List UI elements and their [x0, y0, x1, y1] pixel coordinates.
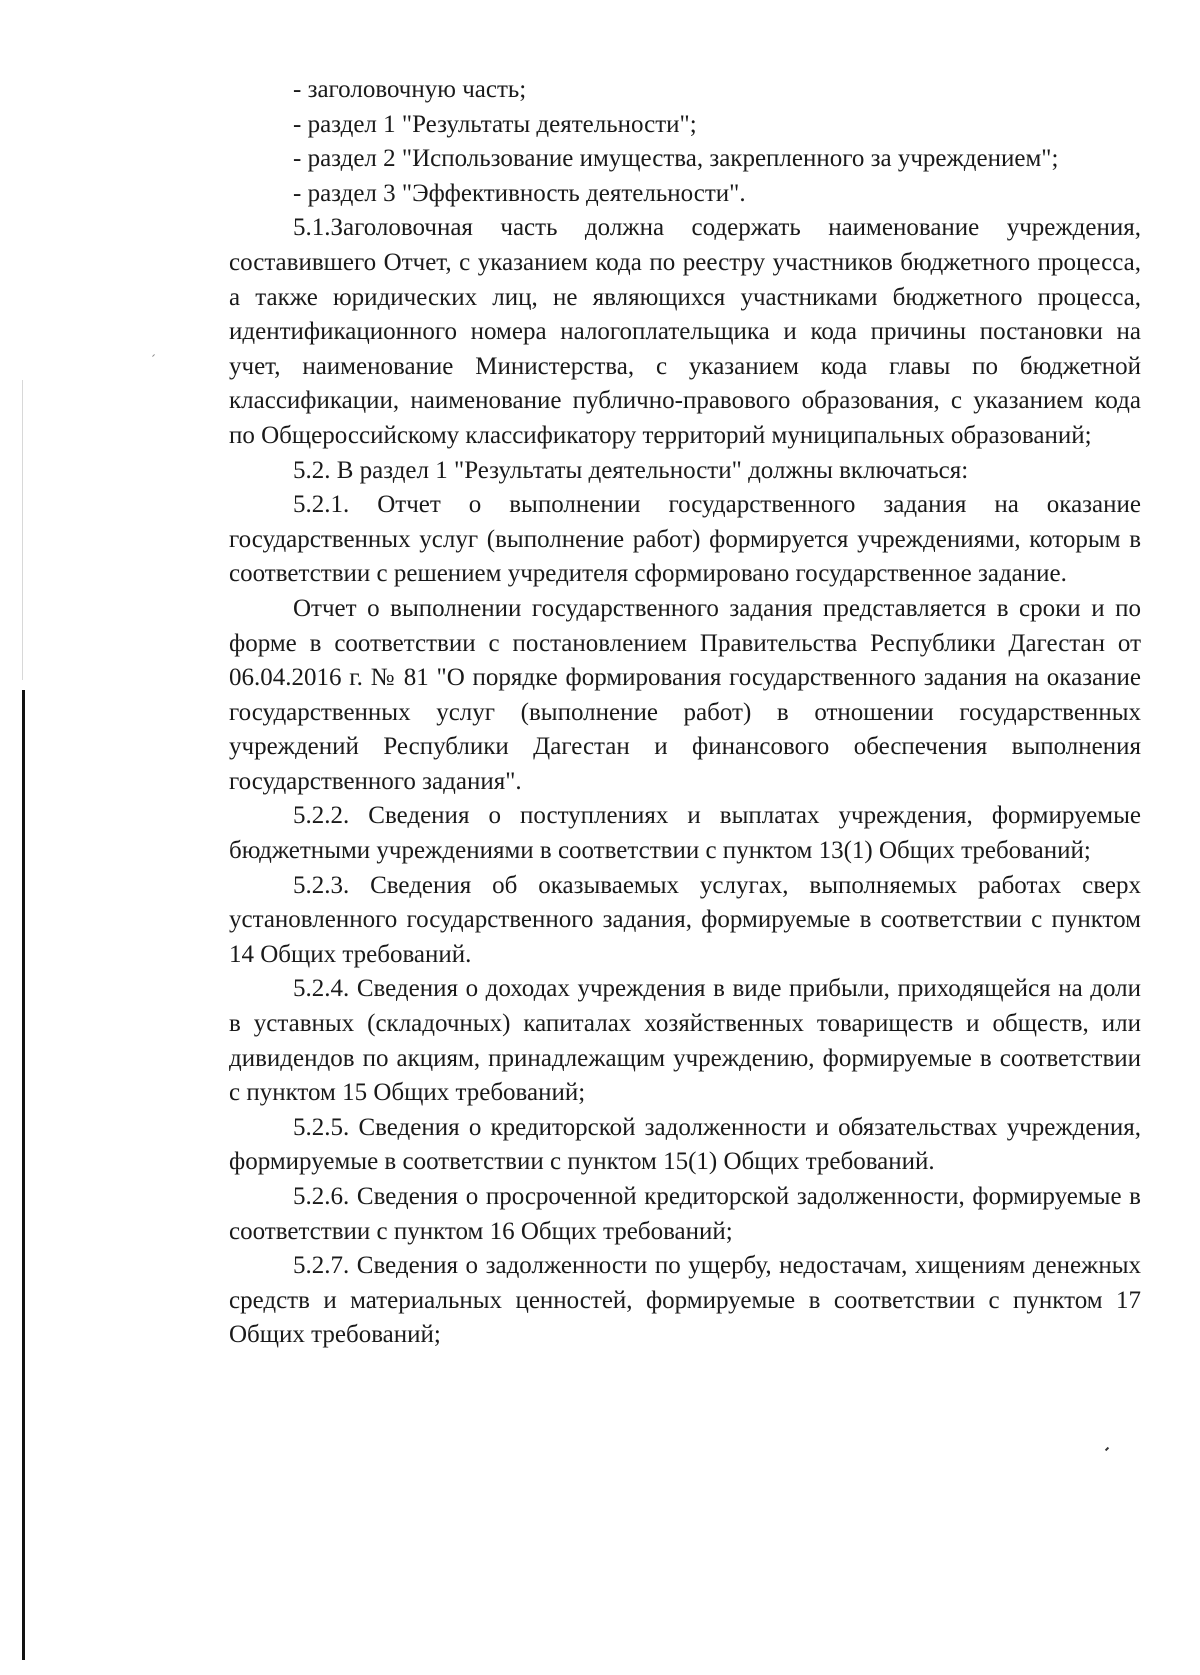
scan-speck: [1105, 1447, 1109, 1451]
paragraph-5-2-5: 5.2.5. Сведения о кредиторской задолженности и обязательствах учреждения, формируемые в соответствии с пунктом 15(1) Общих требований.: [229, 1113, 1141, 1176]
paragraph-5-2-4: 5.2.4. Сведения о доходах учреждения в виде прибыли, приходящейся на доли в уставных (складочных) капиталах хозяйственных товариществ и обществ, или дивидендов по акциям, принадлежащим учреждению, формируемые в соответствии с пунктом 15 Общих требований;: [229, 975, 1141, 1107]
list-item-title-part: - заголовочную часть;: [293, 76, 527, 103]
paragraph-5-2-7: 5.2.7. Сведения о задолженности по ущербу, недостачам, хищениям денежных средств и материальных ценностей, формируемые в соответствии с пунктом 17 Общих требований;: [229, 1252, 1141, 1349]
paragraph-5-1: 5.1.Заголовочная часть должна содержать наименование учреждения, составившего Отчет, с указанием кода по реестру участников бюджетного процесса, а также юридических лиц, не являющихся участниками бюджетного процесса, идентификационного номера налогоплательщика и кода причины постановки на учет, наименование Министерства, с указанием кода главы по бюджетной классификации, наименование публично-правового образования, с указанием кода по Общероссийскому классификатору территорий муниципальных образований;: [229, 214, 1141, 449]
paragraph-report: Отчет о выполнении государственного задания представляется в сроки и по форме в соответствии с постановлением Правительства Республики Дагестан от 06.04.2016 г. № 81 "О порядке формирования государственного задания на оказание государственных услуг (выполнение работ) в отношении государственных учреждений Республики Дагестан и финансового обеспечения выполнения государственного задания".: [229, 594, 1141, 795]
list-item-section-3: - раздел 3 "Эффективность деятельности".: [293, 179, 746, 207]
scan-border: [22, 690, 25, 1660]
document-text: [229, 73, 1141, 1353]
paragraph-5-2-3: 5.2.3. Сведения об оказываемых услугах, выполняемых работах сверх установленного государственного задания, формируемые в соответствии с пунктом 14 Общих требований.: [229, 871, 1141, 968]
paragraph-5-2-1: 5.2.1. Отчет о выполнении государственного задания на оказание государственных услуг (выполнение работ) формируется учреждениями, которым в соответствии с решением учредителя сформировано государственное задание.: [229, 491, 1141, 588]
list-item-section-1: - раздел 1 "Результаты деятельности";: [293, 110, 697, 138]
scan-border-faint: [22, 380, 23, 680]
paragraph-5-2-2: 5.2.2. Сведения о поступлениях и выплатах учреждения, формируемые бюджетными учреждениями в соответствии с пунктом 13(1) Общих требований;: [229, 802, 1141, 865]
paragraph-5-2: 5.2. В раздел 1 "Результаты деятельности" должны включаться:: [293, 456, 969, 484]
list-item-section-2: - раздел 2 "Использование имущества, закрепленного за учреждением";: [293, 145, 1059, 173]
paragraph-5-2-6: 5.2.6. Сведения о просроченной кредиторской задолженности, формируемые в соответствии с пунктом 16 Общих требований;: [229, 1183, 1141, 1245]
scan-speck: [152, 354, 155, 357]
